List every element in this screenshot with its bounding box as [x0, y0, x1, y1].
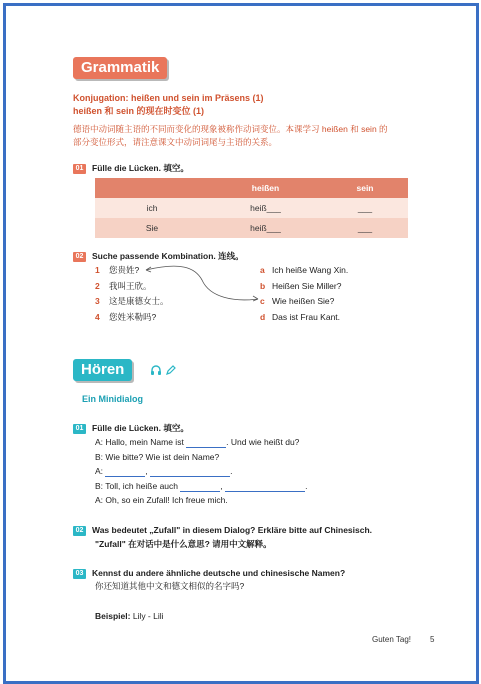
- dialog-line: [95, 481, 307, 492]
- question-de: Kennst du andere ähnliche deutsche und chinesische Namen?: [92, 568, 346, 578]
- table-header: sein: [322, 178, 408, 198]
- dialog-text: . Und wie heißt du?: [226, 437, 300, 447]
- question-zh: "Zufall" 在对话中是什么意思? 请用中文解释。: [95, 539, 272, 549]
- item-text: Heißen Sie Miller?: [272, 280, 342, 291]
- dialog-text: .: [230, 466, 233, 476]
- dialog-line: [95, 466, 233, 477]
- item-text: 您贵姓?: [109, 265, 140, 275]
- item-number: 1: [95, 265, 100, 275]
- table-row: [95, 218, 408, 238]
- grammar-ex1-instruction: [73, 162, 189, 175]
- exercise-number-badge: 01: [73, 164, 86, 174]
- table-cell[interactable]: ___: [322, 198, 408, 218]
- item-text: Das ist Frau Kant.: [272, 311, 341, 322]
- item-letter: b: [260, 280, 266, 291]
- example-line: [95, 610, 164, 623]
- item-text: Ich heiße Wang Xin.: [272, 265, 349, 275]
- blank-field[interactable]: [105, 466, 145, 477]
- hoeren-badge: Hören: [73, 359, 132, 381]
- example-text: Lily - Lili: [132, 611, 164, 621]
- grammatik-badge: Grammatik: [73, 57, 167, 79]
- matching-right-list: [260, 264, 348, 326]
- ex2-instruction-text: Suche passende Kombination. 连线。: [92, 251, 244, 261]
- footer-book-title: Guten Tag!: [372, 635, 411, 644]
- exercise-number-badge: 01: [73, 424, 86, 434]
- minidialog-subtitle: Ein Minidialog: [82, 394, 143, 404]
- exercise-number-badge: 02: [73, 526, 86, 536]
- item-text: 我叫王欣。: [109, 280, 152, 291]
- dialog-text: ,: [220, 481, 226, 491]
- table-cell: ich: [95, 198, 209, 218]
- blank-field[interactable]: [180, 481, 220, 492]
- table-cell[interactable]: ___: [322, 218, 408, 238]
- dialog-text: A: Hallo, mein Name ist: [95, 437, 187, 447]
- blank-field[interactable]: [150, 466, 233, 477]
- table-cell[interactable]: heiß___: [209, 198, 322, 218]
- table-row: [95, 198, 408, 218]
- question-zh: 你还知道其他中文和德文相似的名字吗?: [95, 581, 245, 591]
- page-number: 5: [430, 635, 435, 644]
- exercise-number-badge: 02: [73, 252, 86, 262]
- item-text: 这是康德女士。: [109, 296, 169, 306]
- table-cell: Sie: [95, 218, 209, 238]
- grammar-title-line1: heißen und sein im Präsens (1): [131, 93, 264, 103]
- list-item[interactable]: [260, 264, 348, 280]
- item-letter: a: [260, 265, 265, 275]
- table-header: heißen: [209, 178, 322, 198]
- grammar-intro-1: 德语中动词随主语的不同而变化的现象被称作动词变位。本课学习 heißen 和 sein 的: [73, 124, 388, 134]
- example-label: Beispiel:: [95, 611, 131, 621]
- dialog-line: B: Wie bitte? Wie ist dein Name?: [95, 452, 220, 462]
- exercise-number-badge: 03: [73, 569, 86, 579]
- dialog-text: A:: [95, 466, 106, 476]
- dialog-line: A: Oh, so ein Zufall! Ich freue mich.: [95, 495, 228, 505]
- dialog-text: ,: [145, 466, 151, 476]
- table-cell[interactable]: heiß___: [209, 218, 322, 238]
- table-header: [95, 178, 209, 198]
- headphones-icon: [150, 364, 162, 376]
- hoeren-ex3-question: [73, 567, 345, 580]
- connector-arrow: [140, 262, 270, 307]
- hoeren-ex1-instruction: [73, 422, 189, 435]
- item-letter: d: [260, 311, 266, 322]
- grammar-title-de: Konjugation: heißen und sein im Präsens (1): [73, 93, 264, 103]
- item-text: Wie heißen Sie?: [272, 296, 335, 306]
- list-item[interactable]: [260, 311, 348, 327]
- item-letter: c: [260, 296, 265, 306]
- grammar-intro-2: 部分变位形式，请注意课文中动词词尾与主语的关系。: [73, 137, 278, 147]
- list-item[interactable]: [95, 311, 169, 327]
- dialog-text: B: Toll, ich heiße auch: [95, 481, 181, 491]
- blank-field[interactable]: [225, 481, 308, 492]
- ex1-instruction-text: Fülle die Lücken. 填空。: [92, 163, 189, 173]
- conjugation-table: [95, 178, 408, 238]
- pencil-icon: [165, 364, 177, 376]
- hoeren-ex1-text: Fülle die Lücken. 填空。: [92, 423, 189, 433]
- grammar-title-zh: heißen 和 sein 的现在时变位 (1): [73, 106, 205, 116]
- dialog-line: [95, 437, 299, 448]
- item-number: 2: [95, 280, 100, 291]
- question-de: Was bedeutet „Zufall" in diesem Dialog? Erkläre bitte auf Chinesisch.: [92, 525, 373, 535]
- item-number: 3: [95, 296, 100, 306]
- dialog-text: .: [305, 481, 308, 491]
- hoeren-ex2-question: [73, 524, 372, 537]
- list-item[interactable]: [260, 280, 348, 296]
- blank-field[interactable]: [186, 437, 226, 448]
- list-item[interactable]: [260, 295, 348, 311]
- item-number: 4: [95, 311, 100, 322]
- item-text: 您姓米勒吗?: [109, 311, 157, 322]
